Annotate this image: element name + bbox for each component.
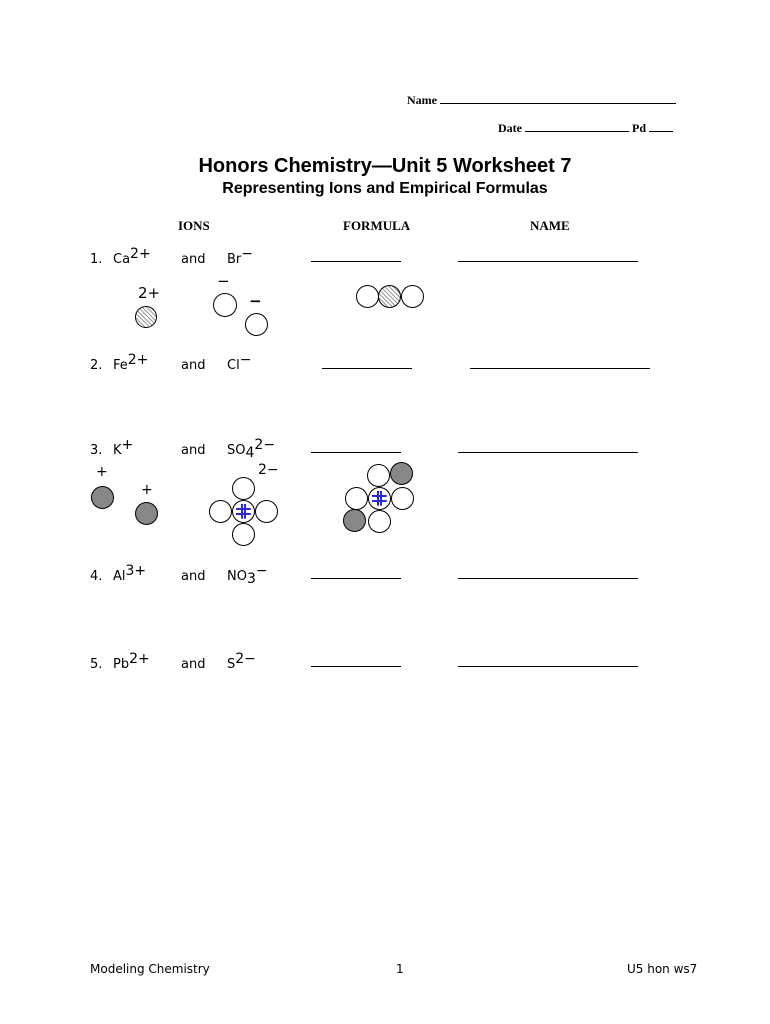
cation-formula: $Ca^{2+}$ <box>113 246 151 267</box>
and-label: and <box>181 358 206 373</box>
bromide-ion-circle <box>356 285 379 308</box>
problem-number: 3. <box>90 443 103 458</box>
name-label: Name <box>407 93 437 107</box>
cation-formula: K+ <box>113 437 134 458</box>
date-pd-field[interactable] <box>498 121 673 136</box>
problem-number: 1. <box>90 252 103 267</box>
oxygen-atom-circle <box>255 500 278 523</box>
formula-blank[interactable] <box>311 666 401 667</box>
page-number: 1 <box>396 962 404 976</box>
and-label: and <box>181 657 206 672</box>
anion-formula: Br− <box>227 246 253 267</box>
cation-charge-label: + <box>96 464 108 480</box>
anion-charge-label: − <box>249 292 262 310</box>
cation-charge-label: 2+ <box>138 284 161 302</box>
name-blank[interactable] <box>440 102 676 104</box>
calcium-ion-circle <box>135 306 157 328</box>
bromide-ion-circle <box>401 285 424 308</box>
problem-number: 4. <box>90 569 103 584</box>
oxygen-atom-circle <box>232 477 255 500</box>
problem-number: 5. <box>90 657 103 672</box>
and-label: and <box>181 569 206 584</box>
potassium-ion-circle <box>91 486 114 509</box>
problem-number: 2. <box>90 358 103 373</box>
formula-blank[interactable] <box>311 452 401 453</box>
pd-label: Pd <box>632 121 647 135</box>
sulfur-atom-circle <box>368 487 391 510</box>
sulfur-atom-circle <box>232 500 255 523</box>
cation-formula: $Al^{3+}$ <box>113 563 147 584</box>
calcium-ion-circle <box>378 285 401 308</box>
anion-formula: Cl− <box>227 352 252 373</box>
oxygen-atom-circle <box>345 487 368 510</box>
formula-blank[interactable] <box>311 261 401 262</box>
potassium-ion-circle <box>390 462 413 485</box>
cation-charge-label: + <box>141 482 153 498</box>
cation-formula: $Pb^{2+}$ <box>113 651 150 672</box>
footer-left: Modeling Chemistry <box>90 962 210 976</box>
oxygen-atom-circle <box>209 500 232 523</box>
date-label: Date <box>498 121 522 135</box>
col-formula: FORMULA <box>343 218 411 233</box>
col-ions: IONS <box>178 218 210 233</box>
and-label: and <box>181 443 206 458</box>
bromide-ion-circle <box>213 293 237 317</box>
page-title: Honors Chemistry—Unit 5 Worksheet 7 <box>198 155 572 177</box>
bromide-ion-circle <box>245 313 268 336</box>
formula-blank[interactable] <box>311 578 401 579</box>
anion-charge-label: − <box>217 272 230 290</box>
anion-formula: $SO_4^{2-}$ <box>227 437 276 461</box>
formula-blank[interactable] <box>322 368 412 369</box>
oxygen-atom-circle <box>391 487 414 510</box>
anion-charge-label: 2− <box>258 462 279 478</box>
date-blank[interactable] <box>525 130 629 132</box>
anion-formula: $NO_3^-$ <box>227 563 268 587</box>
potassium-ion-circle <box>135 502 158 525</box>
and-label: and <box>181 252 206 267</box>
pd-blank[interactable] <box>649 130 673 132</box>
page-subtitle: Representing Ions and Empirical Formulas <box>222 180 548 197</box>
name-answer-blank[interactable] <box>458 666 638 667</box>
name-answer-blank[interactable] <box>470 368 650 369</box>
name-field[interactable] <box>407 93 676 108</box>
footer-right: U5 hon ws7 <box>627 962 698 976</box>
name-answer-blank[interactable] <box>458 578 638 579</box>
oxygen-atom-circle <box>367 464 390 487</box>
potassium-ion-circle <box>343 509 366 532</box>
oxygen-atom-circle <box>232 523 255 546</box>
anion-formula: $S^{2-}$ <box>227 651 256 672</box>
oxygen-atom-circle <box>368 510 391 533</box>
cation-formula: $Fe^{2+}$ <box>113 352 149 373</box>
name-answer-blank[interactable] <box>458 261 638 262</box>
col-name: NAME <box>530 218 570 233</box>
name-answer-blank[interactable] <box>458 452 638 453</box>
